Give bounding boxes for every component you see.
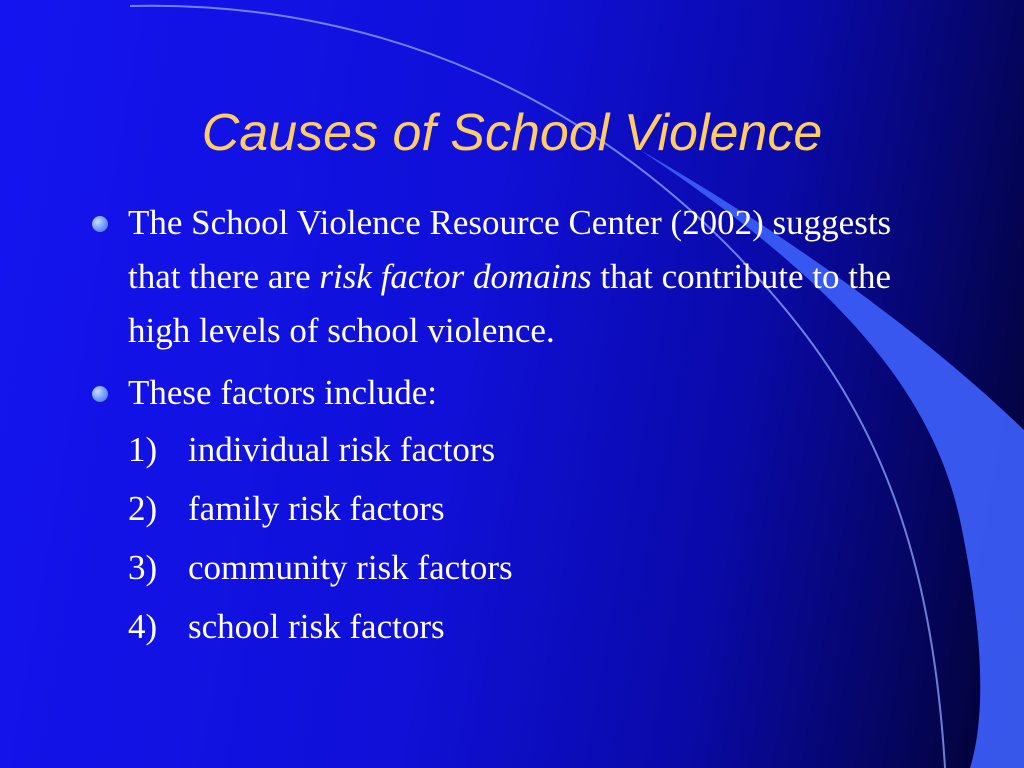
bullet-icon [92,386,108,402]
factor-list-item [90,597,940,656]
factor-list-item [90,479,940,538]
bullet-item [90,196,940,358]
bullet-text-after: that contribute to the high levels of school violence. [128,257,892,350]
bullet-item [90,366,940,420]
factor-number: 4) [128,607,158,646]
bullet-text: These factors include: [128,373,438,412]
factor-number: 1) [128,430,158,469]
factor-label: family risk factors [188,489,445,528]
bullet-text-before: The School Violence Resource Center (2002) suggests that there are [128,203,892,296]
factor-label: community risk factors [188,548,513,587]
factor-list-item [90,538,940,597]
factor-list-item [90,420,940,479]
slide-title: Causes of School Violence [201,104,823,162]
factor-number: 2) [128,489,158,528]
bullet-emphasis: risk factor domains [319,257,592,296]
factor-label: individual risk factors [188,430,496,469]
slide-content [90,196,940,656]
bullet-icon [92,216,108,232]
factor-label: school risk factors [188,607,445,646]
factor-number: 3) [128,548,158,587]
